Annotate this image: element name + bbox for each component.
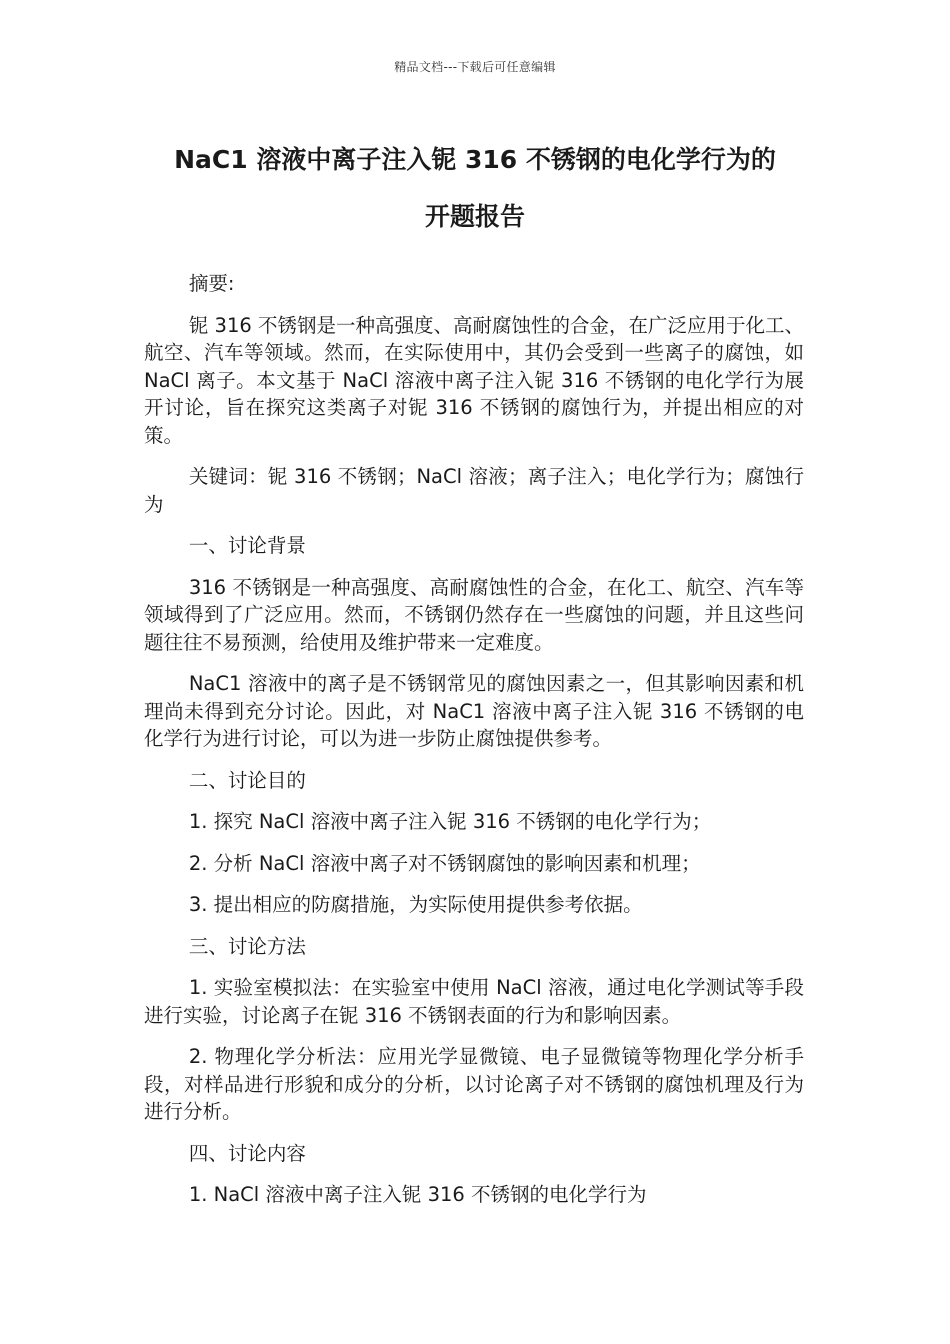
abstract-paragraph: 铌 316 不锈钢是一种高强度、高耐腐蚀性的合金，在广泛应用于化工、航空、汽车等领域。然而，在实际使用中，其仍会受到一些离子的腐蚀，如 NaCl 离子。本文基于 NaCl 溶液中离子注入铌 316 不锈钢的电化学行为展开讨论，旨在探究这类离子对铌 316 不锈钢的腐蚀行为，并提出相应的对策。 [144,313,804,447]
background-paragraph-1: 316 不锈钢是一种高强度、高耐腐蚀性的合金，在化工、航空、汽车等领域得到了广泛应用。然而，不锈钢仍然存在一些腐蚀的问题，并且这些问题往往不易预测，给使用及维护带来一定难度。 [144,575,804,654]
document-body [144,270,804,1223]
purpose-item-3: 3. 提出相应的防腐措施，为实际使用提供参考依据。 [188,893,643,916]
document-title-line-1: NaC1 溶液中离子注入铌 316 不锈钢的电化学行为的 [174,145,776,174]
purpose-item-2: 2. 分析 NaCl 溶液中离子对不锈钢腐蚀的影响因素和机理； [188,851,701,875]
purpose-item-1: 1. 探究 NaCl 溶液中离子注入铌 316 不锈钢的电化学行为； [188,810,712,833]
method-item-2: 2. 物理化学分析法：应用光学显微镜、电子显微镜等物理化学分析手段，对样品进行形貌和成分的分析，以讨论离子对不锈钢的腐蚀机理及行为进行分析。 [144,1045,804,1123]
background-paragraph-2: NaC1 溶液中的离子是不锈钢常见的腐蚀因素之一，但其影响因素和机理尚未得到充分讨论。因此，对 NaC1 溶液中离子注入铌 316 不锈钢的电化学行为进行讨论，可以为进一步防止腐蚀提供参考。 [144,672,804,750]
abstract-heading: 摘要: [188,272,235,295]
section-heading-content: 四、讨论内容 [188,1141,306,1165]
section-heading-purpose: 二、讨论目的 [188,768,306,792]
content-item-1: 1. NaCl 溶液中离子注入铌 316 不锈钢的电化学行为 [188,1183,647,1206]
document-title-line-2: 开题报告 [424,202,525,231]
header-note: 精品文档---下载后可任意编辑 [394,60,556,74]
method-item-1: 1. 实验室模拟法：在实验室中使用 NaCl 溶液，通过电化学测试等手段进行实验，讨论离子在铌 316 不锈钢表面的行为和影响因素。 [144,976,804,1027]
section-heading-method: 三、讨论方法 [188,934,306,958]
keywords-paragraph: 关键词：铌 316 不锈钢；NaCl 溶液；离子注入；电化学行为；腐蚀行为 [144,465,804,516]
section-heading-background: 一、讨论背景 [188,534,306,557]
